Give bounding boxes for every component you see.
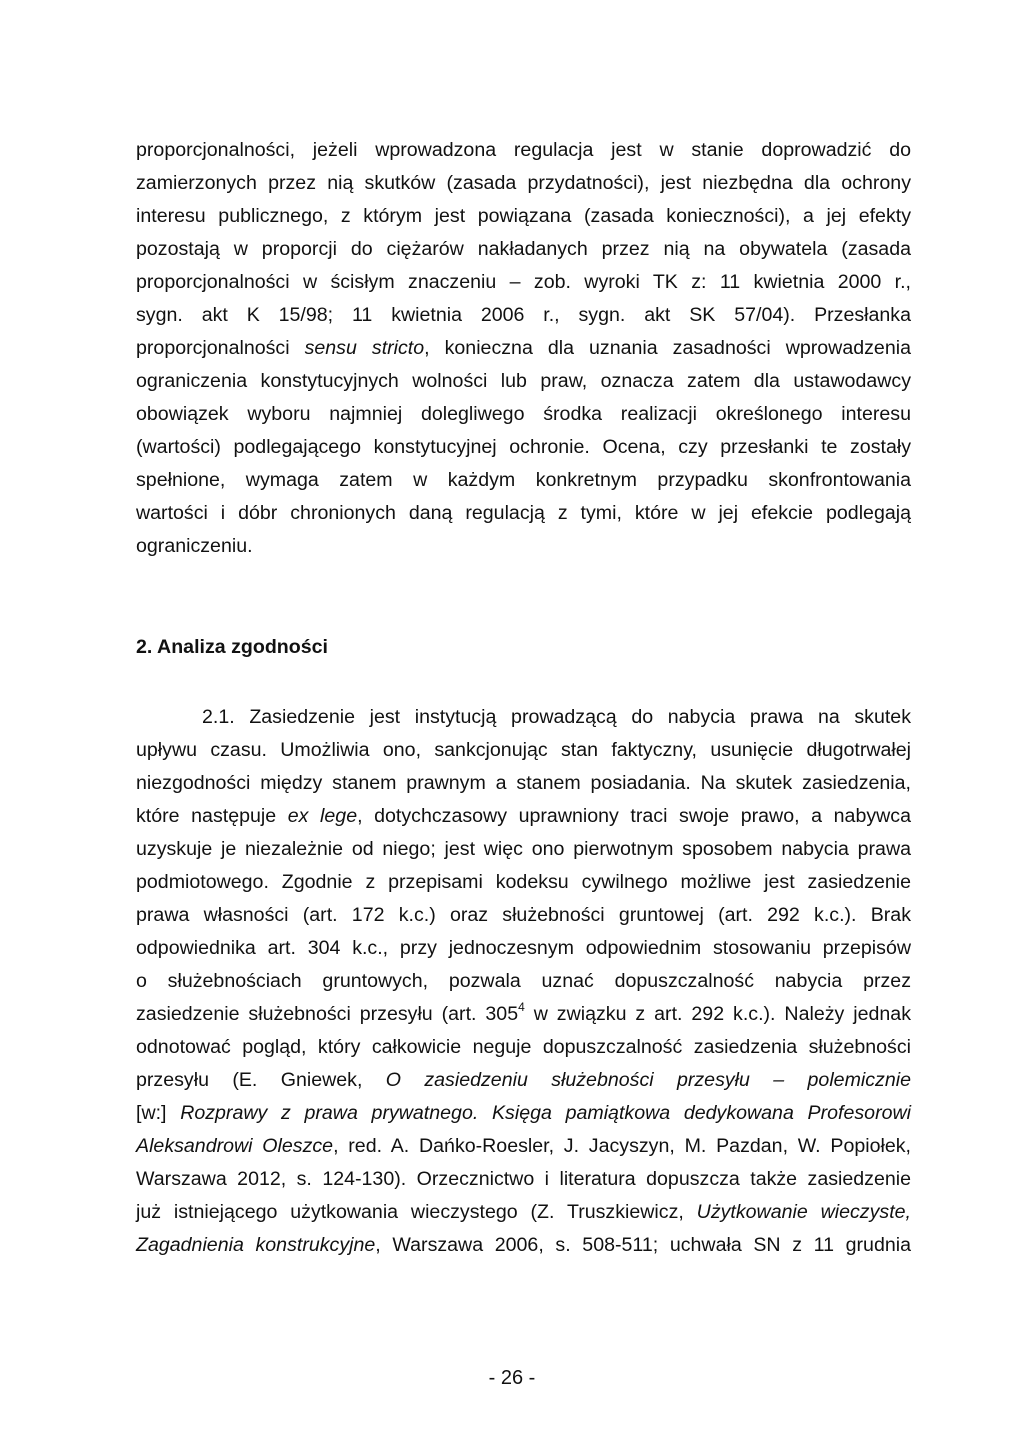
text-line: interesu publicznego, z którym jest powiązana (zasada konieczności), a jej efekty: [136, 205, 911, 227]
text-line: sygn. akt K 15/98; 11 kwietnia 2006 r., sygn. akt SK 57/04). Przesłanka: [136, 304, 911, 326]
text-line: obowiązek wyboru najmniej dolegliwego środka realizacji określonego interesu: [136, 403, 911, 425]
text-line: Warszawa 2012, s. 124-130). Orzecznictwo i literatura dopuszcza także zasiedzenie: [136, 1168, 911, 1190]
text-line: [136, 1068, 911, 1092]
text-line: pozostają w proporcji do ciężarów nakładanych przez nią na obywatela (zasada: [136, 238, 911, 260]
text-line: zamierzonych przez nią skutków (zasada przydatności), jest niezbędna dla ochrony: [136, 172, 911, 194]
text-line: [136, 804, 911, 828]
text-run: proporcjonalności: [136, 337, 305, 359]
text-run: , Warszawa 2006, s. 508-511; uchwała SN z 11 grudnia: [375, 1234, 911, 1256]
italic-citation: Zagadnienia konstrukcyjne: [136, 1234, 376, 1256]
text-line: niezgodności między stanem prawnym a stanem posiadania. Na skutek zasiedzenia,: [136, 772, 911, 794]
text-line: upływu czasu. Umożliwia ono, sankcjonując stan faktyczny, usunięcie długotrwałej: [136, 739, 911, 761]
italic-citation: Użytkowanie wieczyste,: [696, 1201, 911, 1223]
italic-term: sensu stricto: [304, 337, 425, 359]
text-run: które następuje: [136, 805, 288, 827]
text-line: odnotować pogląd, który całkowicie neguje dopuszczalność zasiedzenia służebności: [136, 1036, 911, 1058]
text-line: (wartości) podlegającego konstytucyjnej ochronie. Ocena, czy przesłanki te zostały: [136, 436, 911, 458]
text-line: ograniczeniu.: [136, 535, 253, 557]
text-line: [136, 1134, 911, 1158]
text-run: [w:]: [136, 1102, 181, 1124]
text-line: spełnione, wymaga zatem w każdym konkretnym przypadku skonfrontowania: [136, 469, 911, 491]
italic-citation: Aleksandrowi Oleszce: [136, 1135, 334, 1157]
text-line: [136, 1233, 911, 1257]
text-line: uzyskuje je niezależnie od niego; jest więc ono pierwotnym sposobem nabycia prawa: [136, 838, 911, 860]
text-line: wartości i dóbr chronionych daną regulacją z tymi, które w jej efekcie podlegają: [136, 502, 911, 524]
text-run: już istniejącego użytkowania wieczystego (Z. Truszkiewicz,: [136, 1201, 697, 1223]
text-line: proporcjonalności, jeżeli wprowadzona regulacja jest w stanie doprowadzić do: [136, 139, 911, 161]
text-run: przesyłu (E. Gniewek,: [136, 1069, 386, 1091]
text-line: podmiotowego. Zgodnie z przepisami kodeksu cywilnego możliwe jest zasiedzenie: [136, 871, 911, 893]
text-line: o służebnościach gruntowych, pozwala uznać dopuszczalność nabycia przez: [136, 970, 911, 992]
section-heading: 2. Analiza zgodności: [136, 636, 328, 658]
text-line: 2.1. Zasiedzenie jest instytucją prowadzącą do nabycia prawa na skutek: [202, 706, 911, 728]
text-line: [136, 1101, 911, 1125]
superscript: 4: [518, 1000, 525, 1015]
page-number: - 26 -: [488, 1367, 536, 1389]
text-line: odpowiednika art. 304 k.c., przy jednoczesnym odpowiednim stosowaniu przepisów: [136, 937, 911, 959]
italic-citation: O zasiedzeniu służebności przesyłu – polemicznie: [385, 1069, 911, 1091]
text-line: [136, 336, 911, 360]
text-run: w związku z art. 292 k.c.). Należy jednak: [524, 1003, 911, 1025]
text-line: proporcjonalności w ścisłym znaczeniu – zob. wyroki TK z: 11 kwietnia 2000 r.,: [136, 271, 911, 293]
text-line: [136, 1002, 911, 1026]
italic-citation: Rozprawy z prawa prywatnego. Księga pamiątkowa dedykowana Profesorowi: [180, 1102, 911, 1124]
text-line: ograniczenia konstytucyjnych wolności lub praw, oznacza zatem dla ustawodawcy: [136, 370, 911, 392]
text-run: , red. A. Dańko-Roesler, J. Jacyszyn, M. Pazdan, W. Popiołek,: [333, 1135, 911, 1157]
text-run: , konieczna dla uznania zasadności wprowadzenia: [424, 337, 911, 359]
text-line: prawa własności (art. 172 k.c.) oraz służebności gruntowej (art. 292 k.c.). Brak: [136, 904, 911, 926]
italic-term: ex lege: [287, 805, 358, 827]
text-run: , dotychczasowy uprawniony traci swoje prawo, a nabywca: [357, 805, 911, 827]
text-run: zasiedzenie służebności przesyłu (art. 305: [136, 1003, 519, 1025]
text-line: [136, 1200, 911, 1224]
